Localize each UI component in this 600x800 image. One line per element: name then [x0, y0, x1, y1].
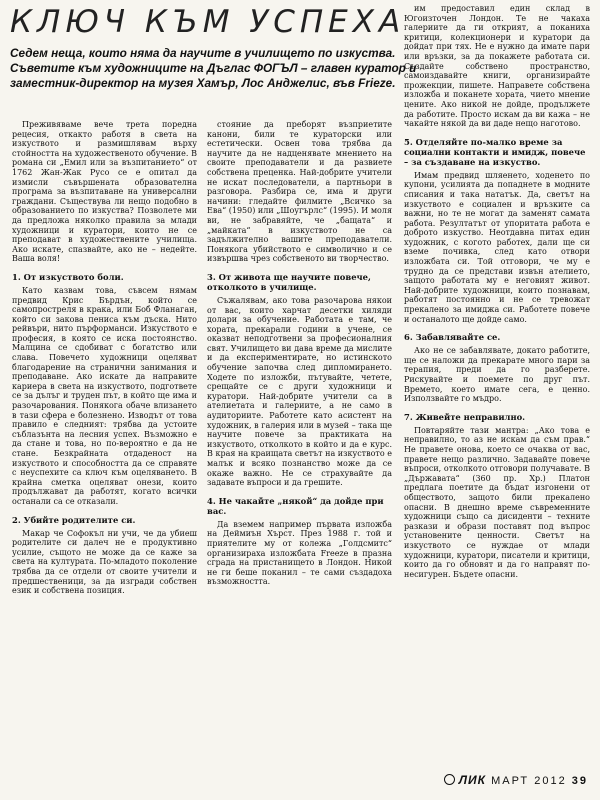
section-heading-7: 7. Живейте неправилно.: [404, 411, 526, 422]
section-heading-1: 1. От изкуството боли.: [12, 271, 124, 282]
section-paragraph-5: Имам предвид шляенето, ходенето по купони, усилията да попаднете в модните списания и така нататък. Да, светът на изкуството е социален и връзките са важни, но те не могат да заменят самата работа. Резултатът от упоритата работа е доброто изкуство. Неотдавна питах един художник, с когото работех, дали ще си вземе почивка, след като отвори изложбата си. Той отговори, че му е трудно да се представи извън ателието, защото работата му е неговият живот. Най-добрите художници, които познавам, работят постоянно и не се тревожат прекалено за имиджа си. Работете повече и останалото ще дойде само.: [404, 170, 590, 324]
page-number: 39: [571, 775, 588, 787]
article-title: КЛЮЧ КЪМ УСПЕХА: [10, 4, 406, 40]
column-2: [207, 120, 392, 792]
issue-date: МАРТ 2012: [491, 775, 567, 787]
article-lead: Седем неща, които няма да научите в училището по изкуства. Съветите към художниците на Дъглас ФОГЪЛ – главен куратор и заместник-директор на музея Хамър, Лос Анджелис, във Frieze.: [10, 46, 417, 90]
section-heading-5: 5. Отделяйте по-малко време за социални контакти и имидж, повече – за създаване на изкуство.: [404, 136, 586, 167]
continued-paragraph-2: стояние да преборят възприетите канони, били те кураторски или естетически. Освен това трябва да научите да не надценявате мнението на своите преподаватели и да развиете собствена преценка. Най-добрите учители не искат последователи, а партньори в разговора. Разбира се, има и други начини: гледайте филмите „Всичко за Ева“ (1950) или „Шоугърлс“ (1995). И моля ви, не забравяйте, че „бащата“ и „майката“ в изкуството не са задължително вашите преподаватели. Понякога убийството е символично и се извършва чрез собственото ви творчество.: [207, 120, 392, 264]
section-heading-4: 4. Не чакайте „някой“ да дойде при вас.: [207, 495, 384, 516]
page-footer: [444, 773, 588, 787]
section-heading-6: 6. Забавлявайте се.: [404, 332, 501, 343]
section-heading-3: 3. От живота ще научите повече, отколкото в училище.: [207, 271, 371, 292]
section-paragraph-3: Съжалявам, ако това разочарова някои от вас, които харчат десетки хиляди долари за обучение. Работата е там, че хората, прекарали години в учене, се оказват неподготвени за професионалния свят. Училището ви дава време да мислите и да експериментирате, но истинското обучение започва след дипломирането. Ходете по изложби, пътувайте, четете, срещайте се с други художници и куратори. Най-добрите учители са в ателиетата и галериите, а не само в аудиториите. Работете като асистент на художник, в галерия или в музей – така ще научите повече за практиката на изкуството, отколкото в който и да е курс. В края на краищата светът на изкуството е малък и всяко познанство може да се окаже важно. Не се страхувайте да задавате въпроси и да грешите.: [207, 295, 392, 488]
section-paragraph-4: Да вземем например първата изложба на Деймиън Хърст. През 1988 г. той и приятелите му от колежа „Голдсмитс“ организираха изложбата Freeze в празна сграда на пристанището в Лондон. Никой не ги беше поканил – те сами създадоха възможността.: [207, 519, 392, 587]
section-paragraph-1: Като казвам това, съвсем нямам предвид Крис Бърдън, който се самопростреля в крака, или Боб Фланаган, който си закова пениса към дъска. Нито рейвъри, нито пърформанси. Изкуството е професия, в която се иска постоянство. Малцина се сдобиват с богатство или слава. Повечето художници оцеляват благодарение на странични занимания и преподаване. Ако искате да направите кариера в света на изкуството, подгответе се за дълъг и труден път, в който ще има и разочарования. Понякога обаче влизането в тази сфера е болезнено. Изводът от това правило е следният: трябва да устоите съблазънта на лесния успех. Възможно е да стане и това, но по-вероятно е да не стане. Безкрайната отдаденост на изкуството и способността да се справяте с неуспехите са ключ към оцеляването. В крайна сметка оцеляват онези, които продължават да работят, когато всички останали са се отказали.: [12, 285, 197, 506]
section-heading-2: 2. Убийте родителите си.: [12, 514, 136, 525]
magazine-name: ЛИК: [458, 773, 487, 787]
section-paragraph-6: Ако не се забавлявате, докато работите, ще се наложи да прекарате много пари за терапия, преди да го разберете. Рискувайте и поемете по друг път. Времето, което имате сега, е ценно. Използвайте го мъдро.: [404, 346, 590, 404]
continued-paragraph-4: им предоставил един склад в Югоизточен Лондон. Те не чакаха галериите да ги открият, а поканиха критици, колекционери и куратори да дойдат при тях. Не е нужно да имате пари или връзки, за да покажете работата си. Създайте собствено пространство, самоиздавайте книги, организирайте прожекции, пишете. Направете собствена изложба и поканете хората, чието мнение цените. Ако никой не дойде, продължете да работите. Просто искам да ви кажа – не чакайте някой да ви даде нещо наготово.: [404, 4, 590, 129]
section-paragraph-7: Повтаряйте тази мантра: „Ако това е неправилно, то аз не искам да съм прав.“ Не правете онова, което се очаква от вас, правете нещо различно. Задавайте повече въпроси, отколкото отговори получавате. В „Държавата“ (360 пр. Хр.) Платон предлага поетите да бъдат изгонени от обществото, защото били прекалено опасни. В днешно време съвременните художници също са дисиденти – техните разкази и образи поставят под въпрос установените ценности. Светът на изкуството се нуждае от млади художници, куратори, писатели и критици, които да го обновят и да го направят по-несигурен. Бъдете опасни.: [404, 425, 590, 579]
column-1: [12, 120, 197, 792]
section-paragraph-2: Макар че Софокъл ни учи, че да убиеш родителите си далеч не е продуктивно усилие, същото не може да се каже за света на културата. По-младото поколение трябва да се отдели от своите учители и предшественици, за да изгради собствен език и собствена позиция.: [12, 528, 197, 596]
column-3: [404, 4, 590, 772]
magazine-logo-icon: [444, 774, 455, 785]
intro-paragraph: Преживяваме вече трета поредна рецесия, откакто работя в света на изкуството и размишлявам върху стойността на художественото обучение. В романа си „Емил или за възпитанието“ от 1762 Жан-Жак Русо се е опитал да измисли съвършената образователна програма за възпитаване на универсални граждани. Съществува ли нещо подобно в образованието по изкуства? Позволете ми да предложа няколко правила за млади художници и куратори, които не се преподават в художествените училища. Ако искате, спазвайте, ако не – недейте. Ваша воля!: [12, 120, 197, 264]
